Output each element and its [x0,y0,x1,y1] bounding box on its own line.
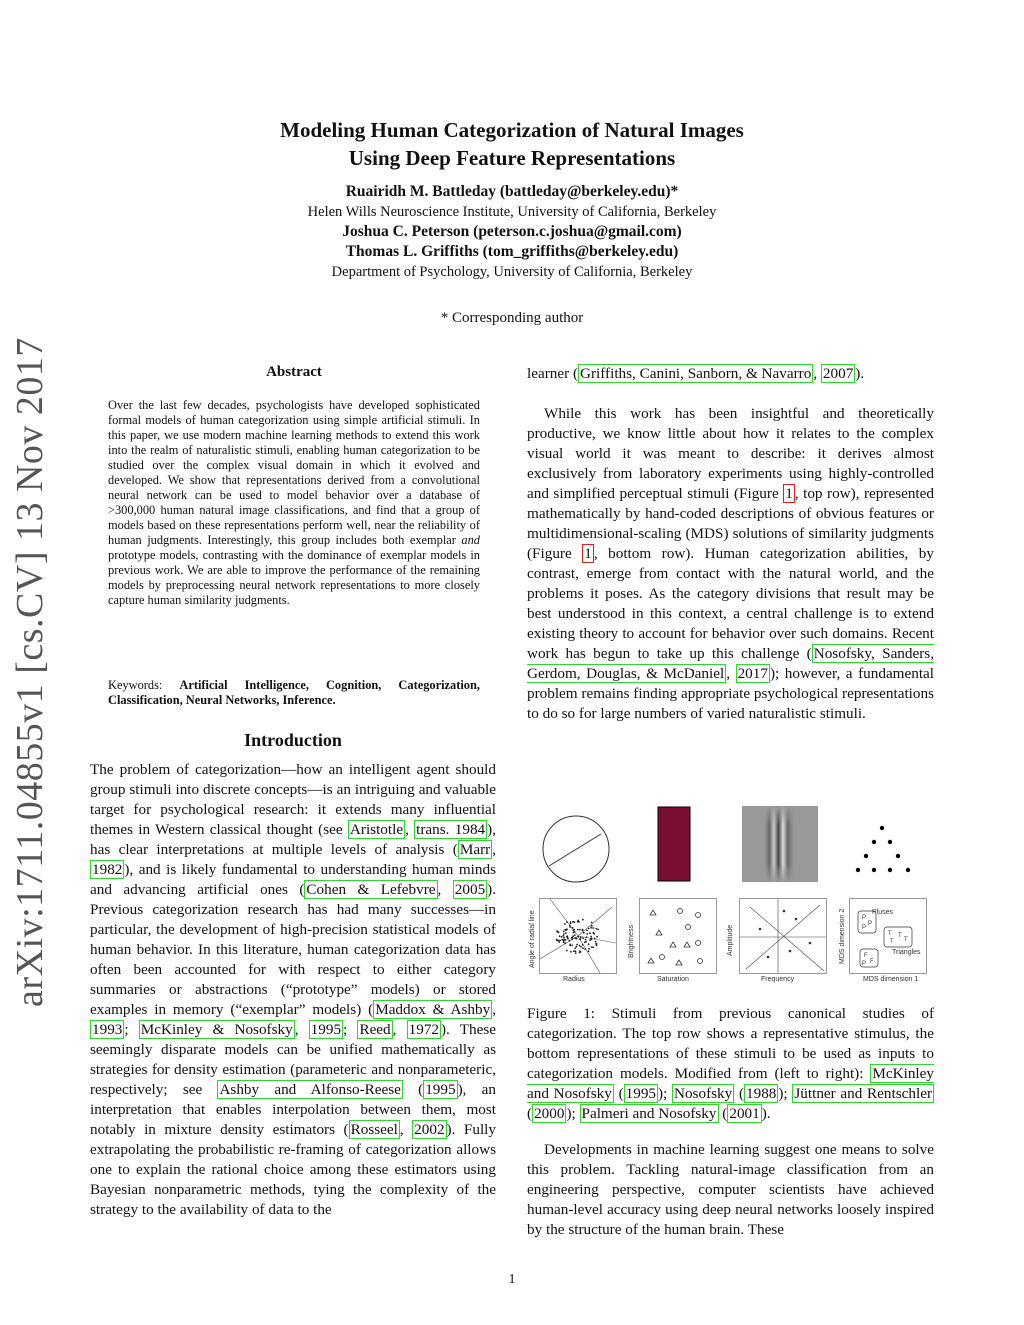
right-paragraph: Developments in machine learning suggest one means to solve this problem. Tackling natural-image classification from an engineering perspective, computer scientists have achieved human-level accuracy using deep neural networks loosely inspired by the structure of the human brain. These [527,1141,934,1238]
text-run: ). [855,365,865,382]
citation-link[interactable]: Jüttner and Rentschler [794,1085,933,1102]
scatter-point [559,935,561,937]
text-run: ), an interpretation that enables interpolation between them, most notably in mixture density estimators ( [90,1081,496,1138]
text-run: ). [761,1105,771,1122]
scatter-point [596,936,598,938]
scatter-point [563,937,565,939]
text-run: , top row), represented mathematically by hand-coded descriptions of obvious features or multidimensional-scaling (MDS) solutions of similarity judgments (Figure [527,485,934,562]
scatter-point [569,940,571,942]
citation-link[interactable]: 2017 [737,665,768,682]
scatter-point [589,932,591,934]
x-axis-label: Saturation [657,976,689,983]
citation-link[interactable]: 1995 [425,1081,456,1098]
scatter-point [562,935,564,937]
scatter-point [572,935,574,937]
text-run: , bottom row). Human categorization abilities, by contrast, emerge from contact with the natural world, and the problems it poses. As the category divisions that result may be best understood in this context, a central challenge is to extend existing theory to account for behavior over such domains. Recent work has begun to take up this challenge ( [527,545,934,662]
citation-link[interactable]: McKinley & Nosofsky [140,1021,293,1038]
text-run: ). Fully extrapolating the probabilistic re-framing of categorization allows one to explain the rational choice among these estimators using Bayesian nonparametric methods, tying the complexity of the strategy to the availability of data to the [90,1121,496,1218]
scatter-point [571,945,573,947]
symbol-plot [640,899,716,973]
scatter-point [586,936,588,938]
citation-link[interactable]: McKinley and Nosofsky [527,1065,934,1102]
citation-link[interactable]: 1988 [746,1085,777,1102]
citation-link[interactable]: Ashby and Alfonso-Reese [219,1081,401,1098]
text-run: ); [778,1085,793,1102]
scatter-point [584,941,586,943]
text-run: , [405,821,415,838]
mds-annotation: Triangles [892,949,921,956]
citation-link[interactable]: Marr [459,841,491,858]
citation-link[interactable]: 2000 [534,1105,565,1122]
scatter-point [591,925,593,927]
scatter-point [573,950,575,952]
abstract-part: prototype models, contrasting with the dominance of exemplar models in previous work. We are able to improve the performance of the remaining models by preprocessing neural network representations to more closely capture human similarity judgments. [108,548,480,607]
scatter-point [582,929,584,931]
scatter-point [591,938,593,940]
y-axis-label: Angle of radial line [529,910,536,968]
citation-link[interactable]: 2007 [822,365,854,382]
text-run: ), has clear interpretations at multiple levels of analysis ( [90,821,496,858]
text-run: learner ( [527,365,579,382]
text-run: ); [658,1085,672,1102]
intro-paragraph [90,760,496,1220]
scatter-point [576,944,578,946]
text-run: ), and is likely fundamental to understanding human minds and advancing artificial ones ( [90,861,496,898]
scatter-point [582,919,584,921]
abstract-italic: and [461,533,480,547]
text-run: ( [613,1085,624,1102]
svg-text:F: F [870,959,874,965]
text-run: ). Previous categorization research has had many successes—in particular, the development of high-precision statistical models of human behavior. In this literature, human categorization data has often been accounted for with respect to either category summaries or abstractions (“prototype” models) or stored examples in memory (“exemplar” models) ( [90,881,497,1018]
scatter-point [570,951,572,953]
citation-link[interactable]: Reed [359,1021,391,1038]
scatter-point [580,936,582,938]
scatter-point [563,933,565,935]
scatter-point [576,946,578,948]
scatter-point [574,934,576,936]
scatter-point [566,921,568,923]
author-block [0,182,1024,282]
scatter-point [572,937,574,939]
citation-link[interactable]: Nosofsky [674,1085,733,1102]
citation-link[interactable]: Rosseel [350,1121,398,1138]
scatter-point [579,929,581,931]
text-run: , [437,881,453,898]
svg-text:T: T [888,931,892,937]
svg-text:P: P [868,921,873,927]
y-axis-label: MDS dimension 2 [839,908,846,964]
y-axis-label: Brightness [628,924,635,958]
scatter-point [569,945,571,947]
text-run: , [492,1001,496,1018]
citation-link[interactable]: Nosofsky, Sanders, Gerdom, Douglas, & McDaniel [527,645,934,682]
title-line-2: Using Deep Feature Representations [348,146,676,170]
svg-text:P: P [862,961,867,967]
citation-link[interactable]: 1993 [92,1021,123,1038]
page-number: 1 [508,1272,516,1287]
citation-link[interactable]: Palmeri and Nosofsky [581,1105,717,1122]
abstract-part: Over the last few decades, psychologists have developed sophisticated formal models of human categorization using simple artificial stimuli. In this paper, we use modern machine learning methods to extend this work into the realm of naturalistic stimuli, enabling human categorization to be studied over the complex visual domain in which it evolved and developed. We show that representations derived from a convolutional neural network can be used to model behavior over a database of >300,000 human natural image classifications, and find that a group of models based on these representations perform well, near the reliability of human judgments. Interestingly, this group includes both exemplar [108,398,480,547]
figure-link[interactable]: 1 [785,485,793,502]
scatter-point [563,941,565,943]
scatter-point [572,927,574,929]
right-column-continuation [527,364,934,384]
citation-link[interactable]: 1982 [92,861,123,878]
citation-link[interactable]: Maddox & Ashby [375,1001,491,1018]
svg-text:T: T [890,939,894,945]
citation-link[interactable]: 2001 [729,1105,760,1122]
scatter-point [586,933,588,935]
scatter-point [561,936,563,938]
scatter-point [580,946,582,948]
text-run: , [813,365,821,382]
scatter-point [595,928,597,930]
scatter-point [565,932,567,934]
text-run: ( [527,1105,533,1122]
mds-annotation: Pluses [872,909,894,916]
scatter-point [579,950,581,952]
scatter-point [574,947,576,949]
scatter-point [569,925,571,927]
scatter-point [563,931,565,933]
author-affiliation: Helen Wills Neuroscience Institute, University of California, Berkeley [307,204,717,220]
text-run: ). These seemingly disparate models can be unified mathematically as strategies for density estimation (parameteric and nonparameteric, respectively; see [90,1021,497,1098]
scatter-point [588,948,590,950]
scatter-point [573,929,575,931]
scatter-point [564,929,566,931]
scatter-point [566,936,568,938]
figure-caption [527,1004,934,1124]
corresponding-note: * Corresponding author [440,310,584,326]
radial-scatter-panel [539,898,617,974]
x-axis-label: Radius [563,976,585,983]
mds-panel [849,898,927,974]
citation-link[interactable]: 1995 [625,1085,656,1102]
scatter-point [582,947,584,949]
circle-stimulus [541,814,611,884]
scatter-point [570,921,572,923]
scatter-point [590,927,592,929]
citation-link[interactable]: 1972 [408,1021,439,1038]
scatter-point [592,947,594,949]
scatter-point [564,942,566,944]
author-name: Thomas L. Griffiths (tom_griffiths@berkeley.edu) [345,243,679,260]
text-run: , [492,841,496,858]
citation-link[interactable]: Griffiths, Canini, Sanborn, & Navarro [580,365,812,382]
text-run: While this work has been insightful and theoretically productive, we know little about how it relates to the complex visual world it was meant to describe: it derives almost exclusively from laboratory experiments using highly-controlled and simplified perceptual stimuli (Figure [527,405,934,502]
gabor-stimulus [742,806,818,882]
scatter-point [579,938,581,940]
scatter-point [575,952,577,954]
scatter-point [561,939,563,941]
keywords [108,678,480,708]
scatter-point [588,950,590,952]
scatter-point [582,937,584,939]
figure-1 [527,800,934,990]
author-name: Joshua C. Peterson (peterson.c.joshua@gmail.com) [342,223,682,240]
scatter-point [574,921,576,923]
scatter-point [573,932,575,934]
scatter-point [590,936,592,938]
text-run: ); however, a fundamental problem remains finding appropriate psychological representations to do so for large numbers of varied naturalistic stimuli. [527,665,935,722]
scatter-point [577,936,579,938]
scatter-point [579,945,581,947]
scatter-point [588,928,590,930]
scatter-point [577,929,579,931]
scatter-point [591,922,593,924]
text-run: ( [402,1081,424,1098]
scatter-point [586,930,588,932]
citation-link[interactable]: trans. 1984 [416,821,486,838]
author-name: Ruairidh M. Battleday (battleday@berkeley.edu)* [345,183,679,200]
radial-scatter-plot [540,899,616,973]
text-run: ; [343,1021,358,1038]
citation-link[interactable]: 1995 [310,1021,342,1038]
scatter-point [597,929,599,931]
text-run: , [726,665,736,682]
arxiv-stamp: arXiv:1711.04855v1 [cs.CV] 13 Nov 2017 [9,337,51,1007]
text-run: , [392,1021,407,1038]
citation-link[interactable]: Aristotle [349,821,404,838]
scatter-point [595,941,597,943]
scatter-point [592,927,594,929]
scatter-point [575,950,577,952]
figure-link[interactable]: 1 [584,545,592,562]
citation-link[interactable]: 2005 [454,881,486,898]
color-bar-stimulus [657,806,691,882]
scatter-point [574,937,576,939]
paper-title [0,116,1024,172]
scatter-point [566,950,568,952]
svg-text:T: T [904,937,908,943]
scatter-point [592,932,594,934]
scatter-point [569,926,571,928]
scatter-point [596,944,598,946]
svg-text:P: P [862,925,867,931]
x-axis-label: MDS dimension 1 [863,976,919,983]
scatter-point [577,920,579,922]
scatter-point [559,940,561,942]
text-run: ( [734,1085,744,1102]
text-run: ); [566,1105,580,1122]
scatter-point [582,944,584,946]
scatter-point [595,943,597,945]
text-run: The problem of categorization—how an intelligent agent should group stimuli into discrete concepts—is an intriguing and valuable target for psychological research: it extends many influential themes in Western classical thought (see [90,761,496,838]
author-affiliation: Department of Psychology, University of California, Berkeley [331,264,693,280]
citation-link[interactable]: 2002 [414,1121,445,1138]
section-heading-introduction: Introduction [244,730,342,750]
y-axis-label: Amplitude [727,924,734,956]
scatter-point [565,939,567,941]
x-axis-label: Frequency [761,976,795,983]
scatter-point [564,923,566,925]
keywords-list: Artificial Intelligence, Cognition, Categorization, Classification, Neural Networks, Inference. [108,678,480,707]
scatter-point [566,929,568,931]
title-line-1: Modeling Human Categorization of Natural Images [280,118,744,142]
scatter-point [584,948,586,950]
text-run: , [399,1121,413,1138]
triangle-symbol-panel [639,898,717,974]
scatter-point [588,943,590,945]
scatter-point [594,938,596,940]
citation-link[interactable]: Cohen & Lefebvre [306,881,436,898]
scatter-point [583,932,585,934]
dot-pattern-stimulus [852,824,922,874]
abstract-text [108,398,480,608]
text-run: Figure 1: Stimuli from previous canonical studies of categorization. The top row shows a representative stimulus, the bottom representations of these stimuli to be used as inputs to categorization models. Modified from (left to right): [527,1005,934,1082]
line-plot [740,899,826,973]
frequency-amplitude-panel [739,898,827,974]
abstract-heading: Abstract [266,364,322,380]
keywords-label: Keywords: [108,678,163,692]
text-run: , [294,1021,309,1038]
text-run: ( [718,1105,728,1122]
svg-text:P: P [862,915,867,921]
scatter-point [556,939,558,941]
scatter-point [585,939,587,941]
right-paragraph [527,404,934,724]
scatter-point [556,930,558,932]
svg-text:F: F [864,953,868,959]
svg-text:T: T [898,933,902,939]
text-run: ; [124,1021,139,1038]
